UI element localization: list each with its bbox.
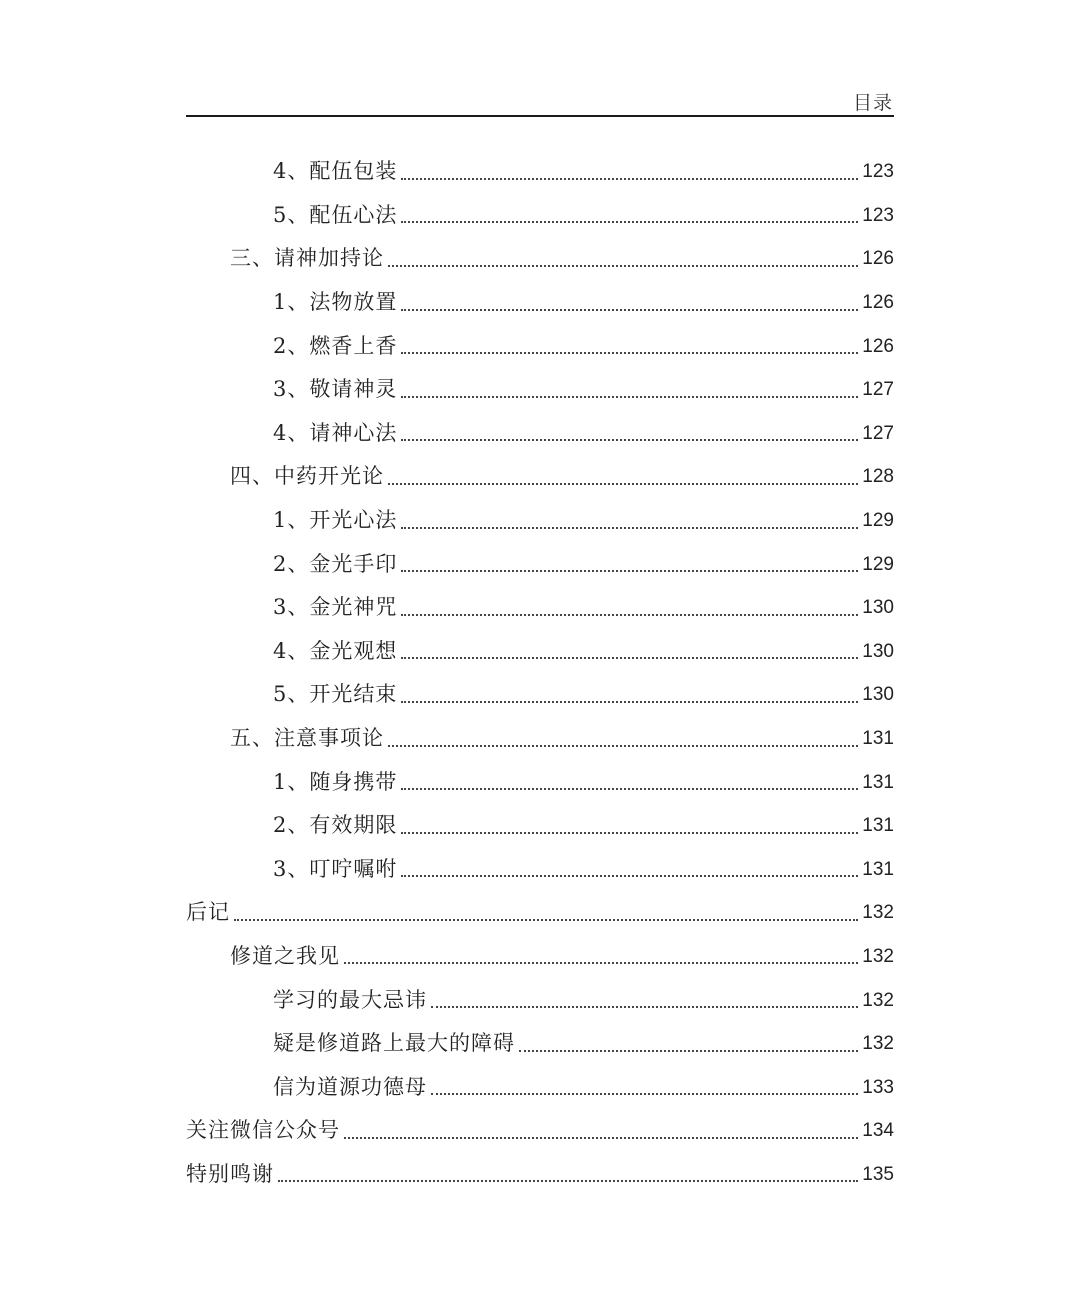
toc-entry-label: 1、随身携带 xyxy=(273,769,398,794)
toc-entry[interactable] xyxy=(186,542,894,586)
toc-dot-leader xyxy=(401,309,858,311)
toc-entry[interactable] xyxy=(186,324,894,368)
toc-entry-page-number: 123 xyxy=(862,204,894,226)
toc-entry[interactable] xyxy=(186,804,894,848)
toc-entry[interactable] xyxy=(186,455,894,499)
toc-entry-page-number: 131 xyxy=(862,858,894,880)
toc-entry-label: 学习的最大忌讳 xyxy=(273,987,427,1012)
toc-dot-leader xyxy=(278,1180,858,1182)
toc-dot-leader xyxy=(388,745,858,747)
toc-entry-page-number: 134 xyxy=(862,1120,894,1142)
toc-dot-leader xyxy=(401,178,858,180)
toc-entry-page-number: 131 xyxy=(862,815,894,837)
toc-dot-leader xyxy=(388,265,858,267)
toc-entry-label: 5、配伍心法 xyxy=(273,202,398,227)
toc-dot-leader xyxy=(431,1006,858,1008)
toc-entry-label: 修道之我见 xyxy=(230,943,340,968)
toc-entry[interactable] xyxy=(186,194,894,238)
toc-dot-leader xyxy=(431,1093,858,1095)
toc-entry[interactable] xyxy=(186,760,894,804)
toc-dot-leader xyxy=(401,396,858,398)
toc-entry[interactable] xyxy=(186,412,894,456)
toc-entry-label: 2、有效期限 xyxy=(273,813,398,838)
toc-entry-label: 三、请神加持论 xyxy=(230,246,384,271)
toc-dot-leader xyxy=(401,875,858,877)
toc-dot-leader xyxy=(519,1050,858,1052)
toc-entry[interactable] xyxy=(186,935,894,979)
toc-dot-leader xyxy=(344,962,858,964)
toc-entry-label: 4、请神心法 xyxy=(273,420,398,445)
toc-entry[interactable] xyxy=(186,368,894,412)
toc-entry[interactable] xyxy=(186,586,894,630)
toc-entry[interactable] xyxy=(186,1109,894,1153)
toc-entry[interactable] xyxy=(186,281,894,325)
toc-dot-leader xyxy=(401,221,858,223)
toc-entry-label: 1、开光心法 xyxy=(273,508,398,533)
toc-dot-leader xyxy=(401,657,858,659)
header-title: 目录 xyxy=(852,92,893,114)
toc-entry-page-number: 126 xyxy=(862,335,894,357)
toc-entry[interactable] xyxy=(186,891,894,935)
header-rule xyxy=(186,115,894,117)
toc-entry-page-number: 123 xyxy=(862,161,894,183)
toc-entry-page-number: 128 xyxy=(862,466,894,488)
toc-entry-page-number: 130 xyxy=(862,684,894,706)
toc-dot-leader xyxy=(401,352,858,354)
toc-dot-leader xyxy=(401,527,858,529)
toc-entry-page-number: 129 xyxy=(862,553,894,575)
toc-entry-label: 5、开光结束 xyxy=(273,682,398,707)
toc-entry-label: 后记 xyxy=(186,900,230,925)
toc-entry-page-number: 129 xyxy=(862,510,894,532)
toc-entry-page-number: 130 xyxy=(862,640,894,662)
toc-entry-label: 关注微信公众号 xyxy=(186,1118,340,1143)
toc-entry[interactable] xyxy=(186,978,894,1022)
toc-entry-page-number: 132 xyxy=(862,989,894,1011)
toc-entry-page-number: 131 xyxy=(862,728,894,750)
toc-entry-page-number: 132 xyxy=(862,945,894,967)
toc-entry-label: 疑是修道路上最大的障碍 xyxy=(273,1031,515,1056)
toc-entry-page-number: 135 xyxy=(862,1163,894,1185)
toc-entry-label: 1、法物放置 xyxy=(273,290,398,315)
toc-entry-label: 特别鸣谢 xyxy=(186,1161,274,1186)
toc-entry-page-number: 127 xyxy=(862,422,894,444)
toc-entry[interactable] xyxy=(186,150,894,194)
toc-entry-label: 四、中药开光论 xyxy=(230,464,384,489)
toc-dot-leader xyxy=(401,788,858,790)
toc-entry-label: 3、敬请神灵 xyxy=(273,377,398,402)
toc-dot-leader xyxy=(401,614,858,616)
toc-entry[interactable] xyxy=(186,499,894,543)
toc-dot-leader xyxy=(234,919,858,921)
toc-entry-page-number: 130 xyxy=(862,597,894,619)
toc-dot-leader xyxy=(401,570,858,572)
toc-entry-page-number: 132 xyxy=(862,1033,894,1055)
toc-dot-leader xyxy=(401,832,858,834)
toc-entry-label: 2、燃香上香 xyxy=(273,333,398,358)
toc-entry-label: 信为道源功德母 xyxy=(273,1074,427,1099)
toc-entry[interactable] xyxy=(186,673,894,717)
toc-entry-label: 2、金光手印 xyxy=(273,551,398,576)
toc-entry[interactable] xyxy=(186,630,894,674)
toc-dot-leader xyxy=(401,701,858,703)
table-of-contents xyxy=(186,150,894,1196)
toc-entry[interactable] xyxy=(186,1153,894,1197)
toc-entry-page-number: 132 xyxy=(862,902,894,924)
toc-entry-page-number: 126 xyxy=(862,292,894,314)
toc-entry[interactable] xyxy=(186,848,894,892)
toc-entry-page-number: 133 xyxy=(862,1076,894,1098)
toc-entry-label: 4、配伍包装 xyxy=(273,159,398,184)
toc-entry[interactable] xyxy=(186,717,894,761)
toc-entry[interactable] xyxy=(186,237,894,281)
toc-entry-label: 3、叮咛嘱咐 xyxy=(273,856,398,881)
toc-entry-page-number: 131 xyxy=(862,771,894,793)
toc-entry[interactable] xyxy=(186,1065,894,1109)
toc-entry-label: 4、金光观想 xyxy=(273,638,398,663)
toc-entry-page-number: 127 xyxy=(862,379,894,401)
toc-entry-label: 3、金光神咒 xyxy=(273,595,398,620)
toc-entry-label: 五、注意事项论 xyxy=(230,726,384,751)
toc-entry[interactable] xyxy=(186,1022,894,1066)
toc-dot-leader xyxy=(388,483,858,485)
toc-dot-leader xyxy=(344,1137,858,1139)
toc-entry-page-number: 126 xyxy=(862,248,894,270)
toc-dot-leader xyxy=(401,439,858,441)
